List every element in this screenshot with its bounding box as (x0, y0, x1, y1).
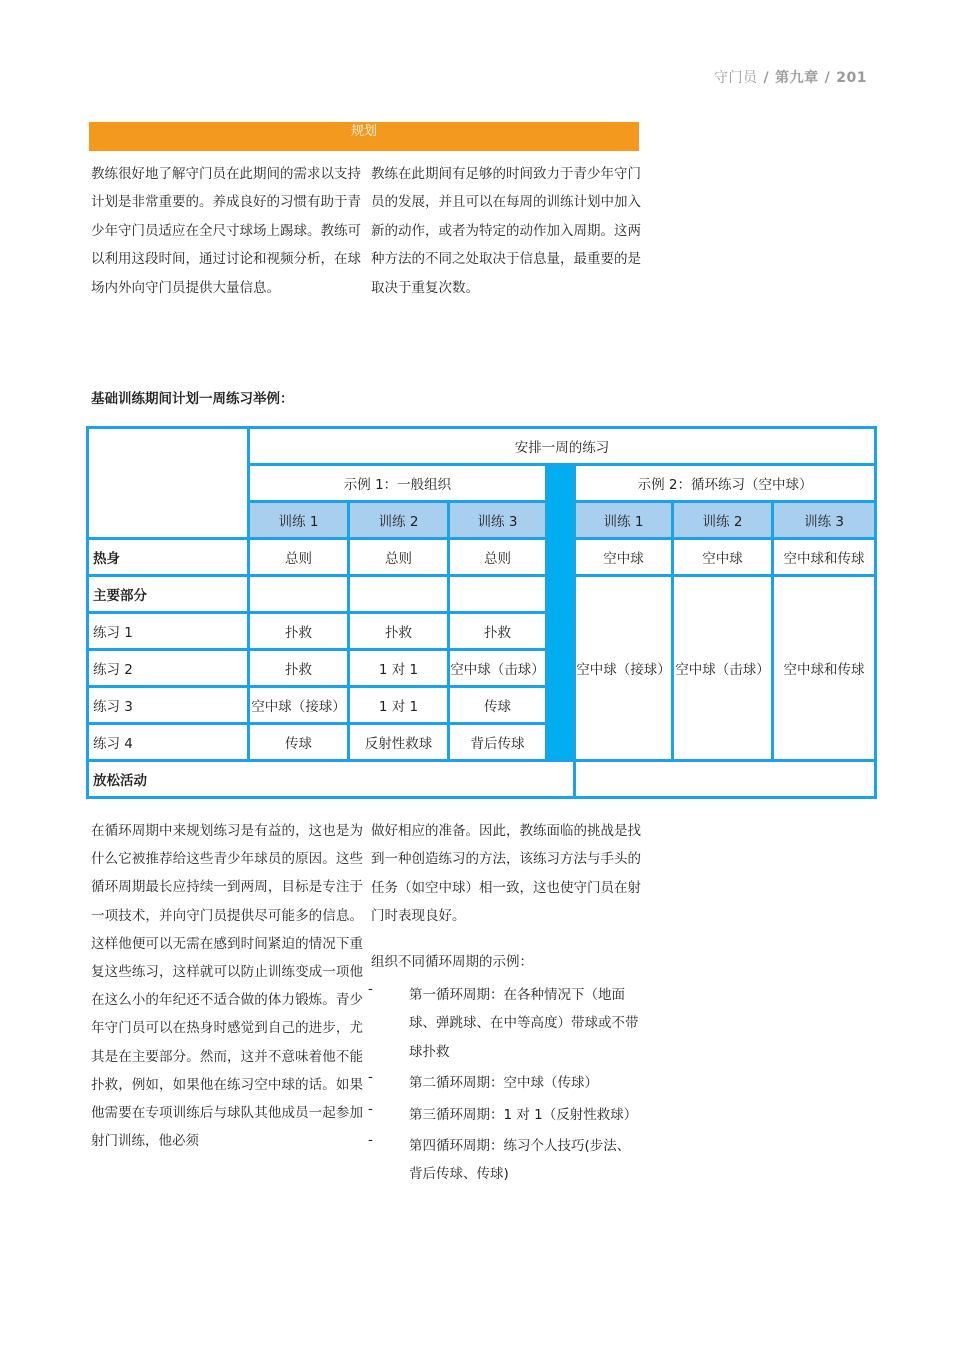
table-cell: 总则 (349, 539, 449, 576)
list-item-text: 第一循环周期：在各种情况下（地面球、弹跳球、在中等高度）带球或不带球扑救 (409, 987, 639, 1060)
list-item (368, 1132, 643, 1189)
example2-header: 示例 2：循环练习（空中球） (575, 465, 876, 502)
table-cell: 传球 (249, 724, 349, 761)
row-label: 练习 1 (88, 613, 249, 650)
cooldown-cell: 放松活动 (88, 761, 575, 798)
example1-header: 示例 1：一般组织 (249, 465, 547, 502)
weekly-plan-table (86, 426, 874, 789)
list-item (368, 1069, 643, 1097)
table-cell: 1 对 1 (349, 650, 449, 687)
session-header: 训练 3 (449, 502, 547, 539)
intro-left-text: 教练很好地了解守门员在此期间的需求以支持计划是非常重要的。养成良好的习惯有助于青少年守门员适应在全尺寸球场上踢球。教练可以利用这段时间，通过讨论和视频分析，在球场内外向守门员提供大量信息。 (91, 166, 361, 296)
session-header: 训练 1 (575, 502, 673, 539)
intro-right-column (371, 160, 641, 302)
top-header-cell: 安排一周的练习 (249, 428, 876, 465)
table-cell: 扑救 (249, 650, 349, 687)
table-cell (449, 576, 547, 613)
row-label: 热身 (88, 539, 249, 576)
bullet-dash: - (368, 1069, 373, 1086)
table-cell: 空中球和传球 (773, 539, 876, 576)
bullet-dash: - (368, 1100, 373, 1117)
intro-left-column (91, 160, 364, 302)
page-header: 守门员 / 第九章 / 201 (714, 70, 867, 86)
table-cell: 空中球 (575, 539, 673, 576)
table-cell: 空中球和传球 (773, 576, 876, 761)
table-cell: 传球 (449, 687, 547, 724)
table-cell: 扑救 (449, 613, 547, 650)
table-cell (349, 576, 449, 613)
section-banner (89, 122, 639, 151)
separator-column (547, 465, 575, 761)
list-item (368, 981, 643, 1066)
bullet-dash: - (368, 981, 373, 997)
empty-corner-cell (88, 428, 249, 539)
table-cell: 背后传球 (449, 724, 547, 761)
body-right-text: 做好相应的准备。因此，教练面临的挑战是找到一种创造练习的方法，该练习方法与手头的任务（如空中球）相一致，这也使守门员在射门时表现良好。 (371, 823, 641, 925)
session-header: 训练 3 (773, 502, 876, 539)
examples-intro: 组织不同循环周期的示例： (371, 954, 533, 970)
table-cell: 扑救 (349, 613, 449, 650)
table-cell: 扑救 (249, 613, 349, 650)
table-cell: 空中球（击球） (673, 576, 773, 761)
banner-title: 规划 (350, 124, 377, 139)
chapter-name: 第九章 (775, 70, 819, 86)
body-left-text: 在循环周期中来规划练习是有益的，这也是为什么它被推荐给这些青少年球员的原因。这些循环周期最长应持续一到两周，目标是专注于一项技术，并向守门员提供尽可能多的信息。这样他便可以无需在感到时间紧迫的情况下重复这些练习，这样就可以防止训练变成一项他在这么小的年纪还不适合做的体力锻炼。青少年守门员可以在热身时感觉到自己的进步，尤其是在主要部分。然而，这并不意味着他不能扑救，例如，如果他在练习空中球的话。如果他需要在专项训练后与球队其他成员一起参加射门训练，他必须 (91, 823, 363, 1150)
table-row (88, 576, 876, 613)
table-cell: 总则 (449, 539, 547, 576)
table-title: 基础训练期间计划一周练习举例： (91, 391, 294, 407)
table-cell: 反射性救球 (349, 724, 449, 761)
session-header: 训练 2 (349, 502, 449, 539)
bullet-dash: - (368, 1132, 373, 1149)
list-item-text: 第三循环周期：1 对 1（反射性救球） (409, 1106, 638, 1123)
table-row (88, 761, 876, 798)
row-label: 练习 4 (88, 724, 249, 761)
page-number: 201 (836, 70, 867, 86)
table-cell (249, 576, 349, 613)
body-right-column (371, 817, 641, 931)
row-label: 主要部分 (88, 576, 249, 613)
table-cell: 空中球（接球） (575, 576, 673, 761)
session-header: 训练 1 (249, 502, 349, 539)
table-row (88, 539, 876, 576)
examples-list (368, 981, 643, 1189)
table-row (88, 428, 876, 465)
table-cell: 空中球（接球） (249, 687, 349, 724)
list-item (368, 1101, 643, 1129)
section-name: 守门员 (714, 70, 758, 86)
body-left-column (91, 817, 363, 1155)
table-cell: 空中球（击球） (449, 650, 547, 687)
row-label: 练习 3 (88, 687, 249, 724)
session-header: 训练 2 (673, 502, 773, 539)
table-cell: 空中球 (673, 539, 773, 576)
table-cell: 1 对 1 (349, 687, 449, 724)
list-item-text: 第四循环周期：练习个人技巧(步法、背后传球、传球) (409, 1138, 631, 1183)
intro-right-text: 教练在此期间有足够的时间致力于青少年守门员的发展，并且可以在每周的训练计划中加入新的动作，或者为特定的动作加入周期。这两种方法的不同之处取决于信息量，最重要的是取决于重复次数。 (371, 166, 641, 296)
row-label: 练习 2 (88, 650, 249, 687)
list-item-text: 第二循环周期：空中球（传球） (409, 1075, 598, 1092)
table-cell: 总则 (249, 539, 349, 576)
table-cell (575, 761, 876, 798)
